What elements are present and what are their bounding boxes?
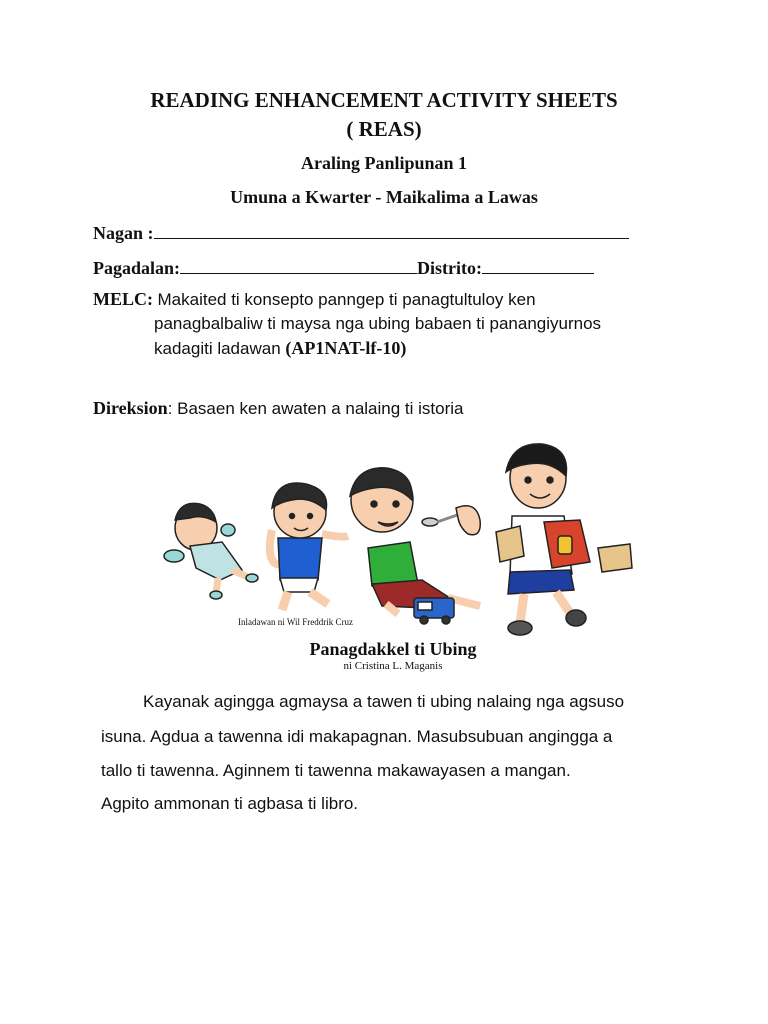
baby-figure-icon xyxy=(164,503,258,599)
subject-title: Araling Panlipunan 1 xyxy=(300,153,468,173)
district-blank-line[interactable] xyxy=(482,256,594,274)
school-blank-line[interactable] xyxy=(180,256,417,274)
school-label: Pagadalan: xyxy=(93,258,181,278)
melc-code: (AP1NAT-lf-10) xyxy=(285,338,407,358)
quarter-week: Umuna a Kwarter - Maikalima a Lawas xyxy=(230,187,538,207)
direction-text: : Basaen ken awaten a nalaing ti istoria xyxy=(167,399,464,418)
direction-label: Direksion xyxy=(93,398,168,418)
story-author: ni Cristina L. Maganis xyxy=(343,660,443,672)
melc-text-3: kadagiti ladawan xyxy=(154,339,286,358)
direction-line xyxy=(93,398,464,419)
melc-line-1 xyxy=(93,289,536,310)
name-field-row xyxy=(93,221,629,244)
melc-text-2: panagbalbaliw ti maysa nga ubing babaen ti panangiyurnos xyxy=(154,314,602,333)
boy-eating-figure-icon xyxy=(350,468,480,624)
story-line-2: isuna. Agdua a tawenna idi makapagnan. Masubsubuan angingga a xyxy=(101,727,613,746)
school-district-row xyxy=(93,256,594,279)
story-line-1: Kayanak agingga agmaysa a tawen ti ubing nalaing nga agsuso xyxy=(143,692,625,711)
name-blank-line[interactable] xyxy=(154,221,629,239)
illustration-credit: Inladawan ni Wil Freddrik Cruz xyxy=(238,617,353,627)
children-growth-illustration xyxy=(160,438,640,638)
melc-line-3 xyxy=(154,338,406,359)
toddler-figure-icon xyxy=(270,483,348,610)
name-label: Nagan : xyxy=(93,223,154,243)
title-line-2: ( REAS) xyxy=(346,117,422,141)
district-label: Distrito: xyxy=(417,258,482,278)
schoolboy-figure-icon xyxy=(496,444,632,635)
spoon-hand-icon xyxy=(422,506,480,535)
melc-label: MELC: xyxy=(93,289,153,309)
title-line-1: READING ENHANCEMENT ACTIVITY SHEETS xyxy=(150,88,618,112)
story-title: Panagdakkel ti Ubing xyxy=(309,639,477,659)
melc-text-1: Makaited ti konsepto panngep ti panagtultuloy ken xyxy=(157,290,536,309)
story-line-3: tallo ti tawenna. Aginnem ti tawenna makawayasen a mangan. xyxy=(101,761,571,780)
story-line-4: Agpito ammonan ti agbasa ti libro. xyxy=(101,794,359,813)
